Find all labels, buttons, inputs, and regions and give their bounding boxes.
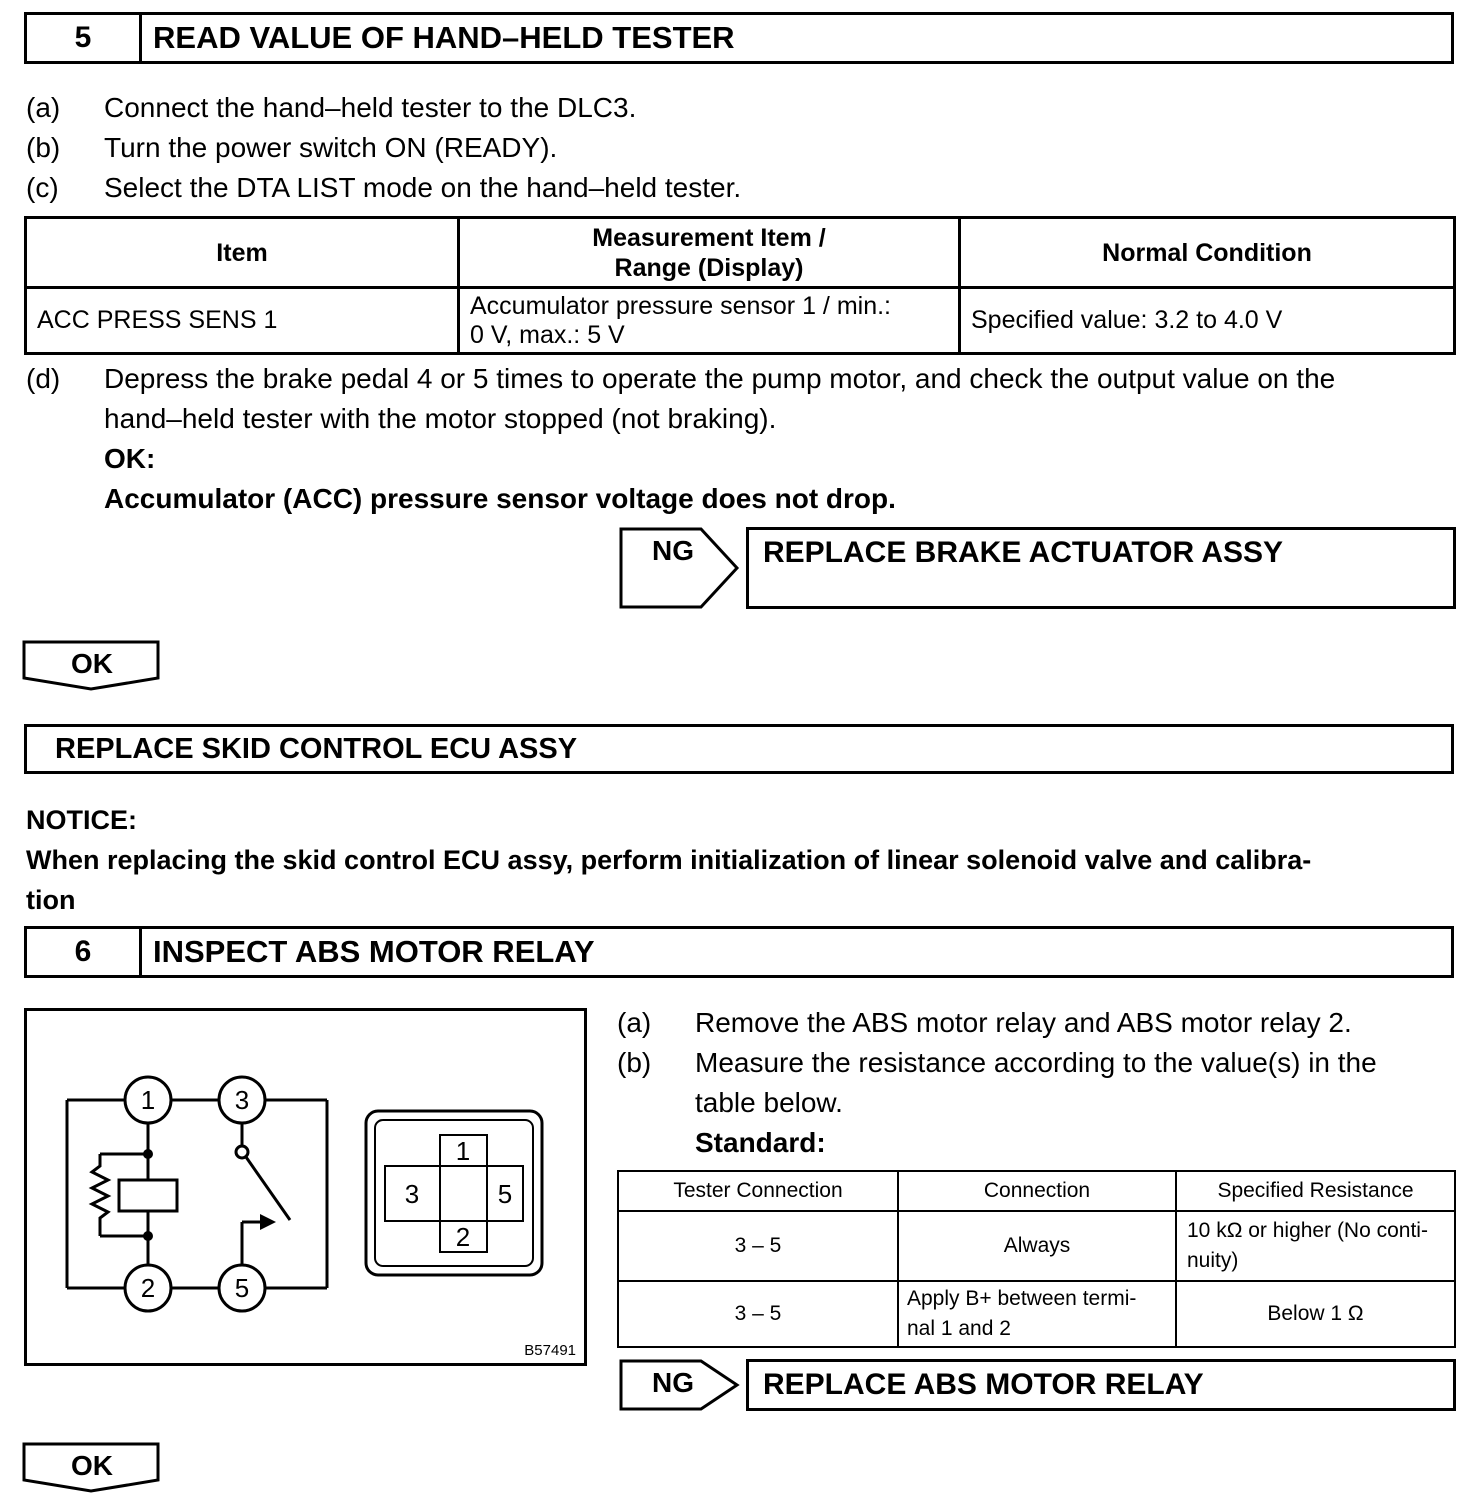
terminal-3: 3: [234, 1085, 250, 1115]
step5-c: (c) Select the DTA LIST mode on the hand–held tester.: [26, 172, 742, 203]
figure-id: B57491: [524, 1342, 576, 1359]
table-header-item: Item: [26, 218, 459, 288]
table-header-tester: Tester Connection: [618, 1171, 898, 1211]
connector-pin-5: 5: [497, 1179, 513, 1209]
step5-b: (b) Turn the power switch ON (READY).: [26, 132, 558, 163]
connector-pin-3: 3: [404, 1179, 420, 1209]
table-row: 3 – 5 Apply B+ between termi- nal 1 and 2 Below 1 Ω: [618, 1281, 1455, 1347]
step5-header: [24, 12, 1454, 64]
table-row: ACC PRESS SENS 1 Accumulator pressure sensor 1 / min.: 0 V, max.: 5 V Specified value: 3.2 to 4.0 V: [26, 288, 1455, 354]
connector-pin-2: 2: [455, 1222, 471, 1252]
table-header-normal: Normal Condition: [960, 218, 1455, 288]
step6-number: 6: [27, 929, 142, 975]
ng-action-box[interactable]: REPLACE ABS MOTOR RELAY: [746, 1359, 1456, 1411]
step5-a: (a) Connect the hand–held tester to the DLC3.: [26, 92, 637, 123]
notice-text-1: When replacing the skid control ECU assy, perform initialization of linear solenoid valve and calibra-: [26, 845, 1312, 875]
step6-title: INSPECT ABS MOTOR RELAY: [153, 934, 595, 969]
relay-diagram: [24, 1008, 587, 1366]
terminal-1: 1: [140, 1085, 156, 1115]
notice-title: NOTICE:: [26, 805, 137, 835]
notice-text-2: tion: [26, 885, 76, 915]
notice: [26, 800, 1311, 920]
ok-button[interactable]: OK: [71, 1450, 113, 1481]
table-row: 3 – 5 Always 10 kΩ or higher (No conti- nuity): [618, 1211, 1455, 1281]
replace-ecu-box: REPLACE SKID CONTROL ECU ASSY: [24, 724, 1454, 774]
step6-instructions: (a) Remove the ABS motor relay and ABS motor relay 2. (b) Measure the resistance according to the value(s) in the table below. Standard:: [617, 1003, 1459, 1163]
step5-title: READ VALUE OF HAND–HELD TESTER: [153, 20, 735, 55]
step5-d: (d) Depress the brake pedal 4 or 5 times to operate the pump motor, and check the output value on the hand–held tester with the motor stopped (not braking). OK: Accumulator (ACC) pressure sensor voltage does not drop.: [26, 359, 1458, 519]
table-header-measurement: Measurement Item / Range (Display): [459, 218, 960, 288]
ok-criteria-label: OK:: [104, 443, 156, 474]
measurement-table: [24, 216, 1456, 355]
ok-criteria-text: Accumulator (ACC) pressure sensor voltage does not drop.: [104, 483, 896, 514]
ng-action-box[interactable]: REPLACE BRAKE ACTUATOR ASSY: [746, 527, 1456, 609]
terminal-5: 5: [234, 1273, 250, 1303]
ng-label: NG: [652, 1367, 694, 1398]
resistance-table: [617, 1170, 1456, 1348]
ok-button[interactable]: OK: [71, 648, 113, 679]
standard-label: Standard:: [695, 1127, 826, 1158]
step6-header: [24, 926, 1454, 978]
terminal-2: 2: [140, 1273, 156, 1303]
step5-number: 5: [27, 15, 142, 61]
connector-pin-1: 1: [455, 1136, 471, 1166]
table-header-connection: Connection: [898, 1171, 1176, 1211]
ng-label: NG: [652, 535, 694, 566]
table-header-spec: Specified Resistance: [1176, 1171, 1455, 1211]
